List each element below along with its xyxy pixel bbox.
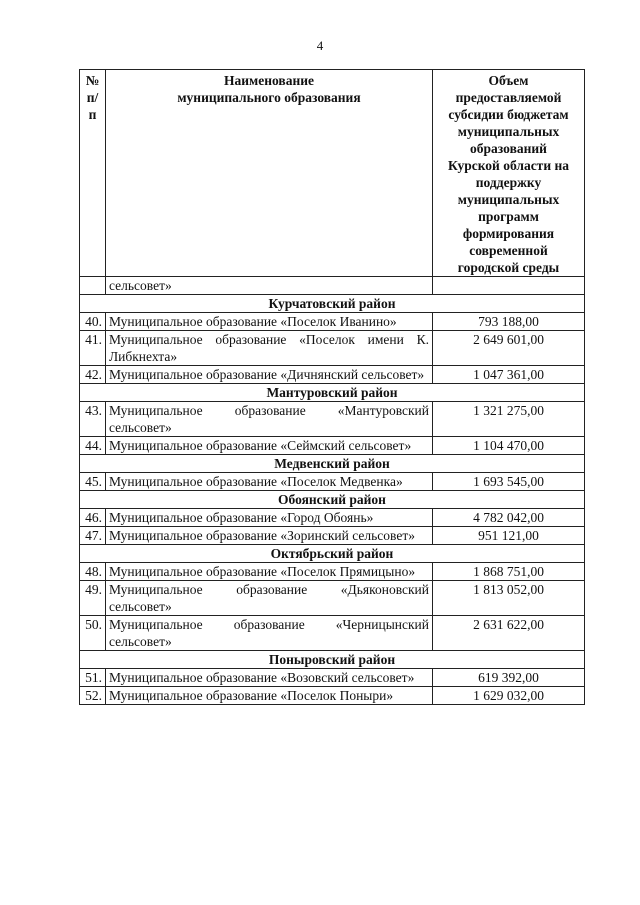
table-row — [80, 563, 585, 581]
row-number: 44. — [80, 437, 106, 455]
table-row — [80, 331, 585, 366]
table-row — [80, 366, 585, 384]
continuation-name: сельсовет» — [106, 277, 433, 295]
municipality-name: Муниципальное образование «Мантуровский сельсовет» — [106, 402, 433, 437]
region-name: Медвенский район — [80, 455, 585, 473]
row-number: 46. — [80, 509, 106, 527]
row-number: 51. — [80, 669, 106, 687]
row-number: 40. — [80, 313, 106, 331]
subsidy-amount: 1 047 361,00 — [433, 366, 585, 384]
region-name: Обоянский район — [80, 491, 585, 509]
region-row — [80, 651, 585, 669]
region-name: Октябрьский район — [80, 545, 585, 563]
municipality-name: Муниципальное образование «Город Обоянь» — [106, 509, 433, 527]
table-row — [80, 313, 585, 331]
subsidy-amount: 1 868 751,00 — [433, 563, 585, 581]
table-row — [80, 687, 585, 705]
row-number: 49. — [80, 581, 106, 616]
municipality-name: Муниципальное образование «Поселок Поныри» — [106, 687, 433, 705]
region-row — [80, 295, 585, 313]
municipality-name: Муниципальное образование «Черницынский сельсовет» — [106, 616, 433, 651]
subsidy-amount: 4 782 042,00 — [433, 509, 585, 527]
subsidy-amount: 1 321 275,00 — [433, 402, 585, 437]
row-number: 52. — [80, 687, 106, 705]
row-number: 48. — [80, 563, 106, 581]
subsidy-table — [79, 69, 585, 705]
table-row — [80, 581, 585, 616]
subsidy-amount: 793 188,00 — [433, 313, 585, 331]
subsidy-amount: 619 392,00 — [433, 669, 585, 687]
table-row — [80, 527, 585, 545]
subsidy-amount: 1 104 470,00 — [433, 437, 585, 455]
continuation-num — [80, 277, 106, 295]
row-number: 42. — [80, 366, 106, 384]
municipality-name: Муниципальное образование «Поселок Медвенка» — [106, 473, 433, 491]
subsidy-amount: 1 813 052,00 — [433, 581, 585, 616]
row-number: 50. — [80, 616, 106, 651]
municipality-name: Муниципальное образование «Дичнянский сельсовет» — [106, 366, 433, 384]
table-row — [80, 669, 585, 687]
subsidy-amount: 951 121,00 — [433, 527, 585, 545]
subsidy-amount: 2 631 622,00 — [433, 616, 585, 651]
row-number: 45. — [80, 473, 106, 491]
table-row — [80, 437, 585, 455]
page-number: 4 — [316, 38, 324, 53]
header-num: № п/ п — [80, 70, 106, 277]
row-number: 41. — [80, 331, 106, 366]
header-amount: Объем предоставляемой субсидии бюджетам муниципальных образований Курской области на поддержку муниципальных программ формирования современной городской среды — [433, 70, 585, 277]
municipality-name: Муниципальное образование «Поселок Прямицыно» — [106, 563, 433, 581]
municipality-name: Муниципальное образование «Поселок имени К. Либкнехта» — [106, 331, 433, 366]
subsidy-amount: 1 693 545,00 — [433, 473, 585, 491]
continuation-row — [80, 277, 585, 295]
table-row — [80, 509, 585, 527]
region-row — [80, 545, 585, 563]
continuation-amount — [433, 277, 585, 295]
municipality-name: Муниципальное образование «Поселок Иванино» — [106, 313, 433, 331]
municipality-name: Муниципальное образование «Возовский сельсовет» — [106, 669, 433, 687]
region-row — [80, 455, 585, 473]
row-number: 47. — [80, 527, 106, 545]
region-row — [80, 384, 585, 402]
table-row — [80, 402, 585, 437]
table-row — [80, 473, 585, 491]
region-name: Мантуровский район — [80, 384, 585, 402]
region-name: Курчатовский район — [80, 295, 585, 313]
subsidy-amount: 2 649 601,00 — [433, 331, 585, 366]
municipality-name: Муниципальное образование «Дьяконовский сельсовет» — [106, 581, 433, 616]
table-header-row — [80, 70, 585, 277]
header-name: Наименование муниципального образования — [106, 70, 433, 277]
region-name: Поныровский район — [80, 651, 585, 669]
municipality-name: Муниципальное образование «Сеймский сельсовет» — [106, 437, 433, 455]
municipality-name: Муниципальное образование «Зоринский сельсовет» — [106, 527, 433, 545]
row-number: 43. — [80, 402, 106, 437]
region-row — [80, 491, 585, 509]
subsidy-amount: 1 629 032,00 — [433, 687, 585, 705]
table-row — [80, 616, 585, 651]
